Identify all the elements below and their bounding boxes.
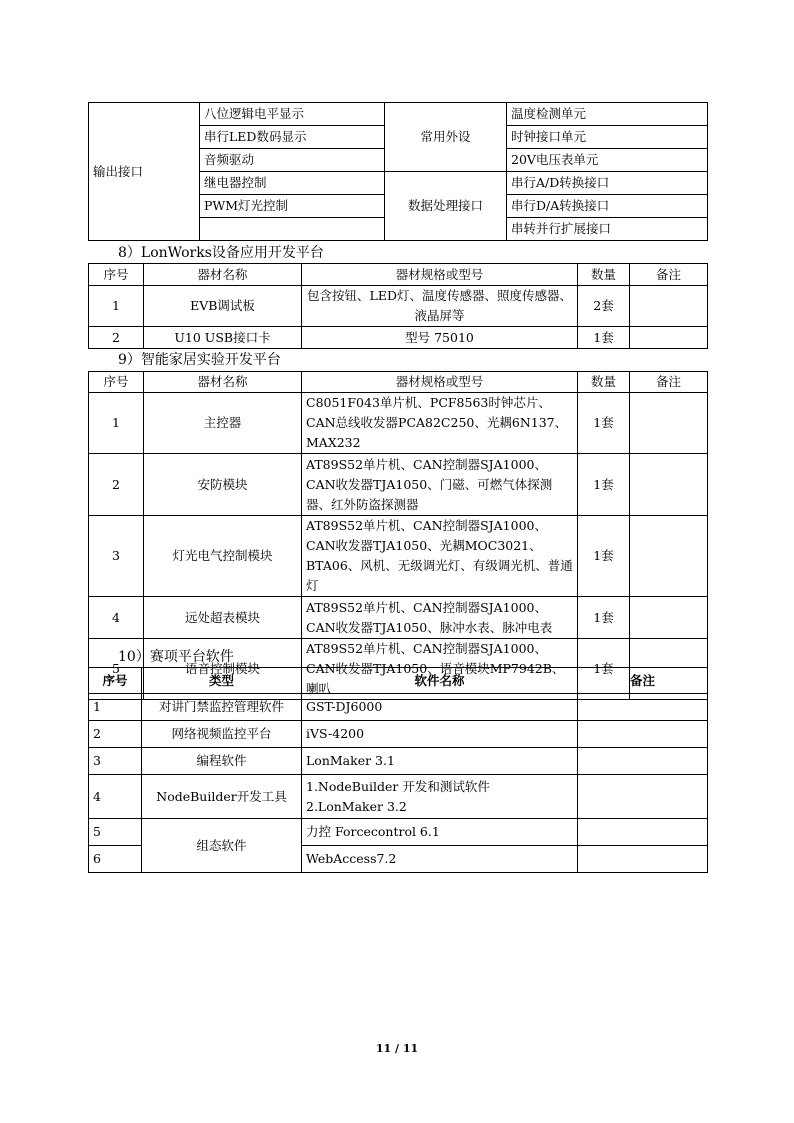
page-number: 11 / 11 xyxy=(375,1042,419,1055)
row-number: 6 xyxy=(89,846,142,873)
software-type: 编程软件 xyxy=(142,748,302,775)
row-number: 5 xyxy=(89,639,144,700)
table-row xyxy=(89,327,708,349)
equipment-name: 灯光电气控制模块 xyxy=(144,516,302,597)
row-number: 2 xyxy=(89,721,142,748)
equipment-spec: AT89S52单片机、CAN控制器SJA1000、CAN收发器TJA1050、门磁、可燃气体探测器、红外防盗探测器 xyxy=(302,454,578,516)
software-name: 力控 Forcecontrol 6.1 xyxy=(302,819,578,846)
lonworks-equipment-table xyxy=(88,263,708,349)
table-row xyxy=(89,819,708,846)
platform-software-table xyxy=(88,667,708,873)
row-number: 2 xyxy=(89,454,144,516)
row-number: 1 xyxy=(89,694,142,721)
header-cell: 器材名称 xyxy=(144,264,302,286)
header-cell: 序号 xyxy=(89,264,144,286)
software-note xyxy=(578,694,708,721)
software-name: WebAccess7.2 xyxy=(302,846,578,873)
software-type: 组态软件 xyxy=(142,819,302,873)
header-cell: 器材规格或型号 xyxy=(302,372,578,393)
software-type: 网络视频监控平台 xyxy=(142,721,302,748)
header-cell: 数量 xyxy=(578,264,630,286)
equipment-name: 语音控制模块 xyxy=(144,639,302,700)
software-type: NodeBuilder开发工具 xyxy=(142,775,302,819)
equipment-name: 远处超表模块 xyxy=(144,597,302,639)
unit-item: 串行D/A转换接口 xyxy=(507,195,708,218)
group-common-peripherals: 常用外设 xyxy=(385,103,507,172)
equipment-spec: 包含按钮、LED灯、温度传感器、照度传感器、液晶屏等 xyxy=(302,286,578,327)
software-note xyxy=(578,775,708,819)
software-name-line: 1.NodeBuilder 开发和测试软件 xyxy=(306,778,490,794)
unit-item: 串转并行扩展接口 xyxy=(507,218,708,241)
equipment-name: 安防模块 xyxy=(144,454,302,516)
software-name: LonMaker 3.1 xyxy=(302,748,578,775)
equipment-qty: 1套 xyxy=(578,327,630,349)
table-row xyxy=(89,286,708,327)
table-row xyxy=(89,454,708,516)
software-name-line: 2.LonMaker 3.2 xyxy=(306,798,407,814)
software-name: GST-DJ6000 xyxy=(302,694,578,721)
equipment-spec: 型号 75010 xyxy=(302,327,578,349)
section-9-heading: 9）智能家居实验开发平台 xyxy=(118,352,281,368)
output-interface-table xyxy=(88,102,708,241)
header-cell: 备注 xyxy=(630,264,708,286)
group-data-processing: 数据处理接口 xyxy=(385,172,507,241)
header-cell: 器材规格或型号 xyxy=(302,264,578,286)
unit-item: 温度检测单元 xyxy=(507,103,708,126)
unit-item: 20V电压表单元 xyxy=(507,149,708,172)
software-note xyxy=(578,721,708,748)
row-number: 3 xyxy=(89,516,144,597)
output-item xyxy=(200,218,385,241)
table-row xyxy=(89,721,708,748)
output-interface-label: 输出接口 xyxy=(89,103,200,241)
equipment-note xyxy=(630,516,708,597)
row-number: 3 xyxy=(89,748,142,775)
table-row xyxy=(89,748,708,775)
equipment-qty: 1套 xyxy=(578,454,630,516)
row-number: 4 xyxy=(89,597,144,639)
software-type: 对讲门禁监控管理软件 xyxy=(142,694,302,721)
output-item: 继电器控制 xyxy=(200,172,385,195)
section-10-heading: 10）赛项平台软件 xyxy=(118,649,234,665)
unit-item: 时钟接口单元 xyxy=(507,126,708,149)
equipment-name: EVB调试板 xyxy=(144,286,302,327)
software-note xyxy=(578,819,708,846)
equipment-qty: 2套 xyxy=(578,286,630,327)
row-number: 2 xyxy=(89,327,144,349)
row-number: 4 xyxy=(89,775,142,819)
equipment-spec: AT89S52单片机、CAN控制器SJA1000、CAN收发器TJA1050、脉冲水表、脉冲电表 xyxy=(302,597,578,639)
section-8-heading: 8）LonWorks设备应用开发平台 xyxy=(118,245,324,261)
equipment-note xyxy=(630,286,708,327)
table-row xyxy=(89,516,708,597)
output-item: 音频驱动 xyxy=(200,149,385,172)
equipment-name: U10 USB接口卡 xyxy=(144,327,302,349)
software-name: iVS-4200 xyxy=(302,721,578,748)
equipment-spec: C8051F043单片机、PCF8563时钟芯片、CAN总线收发器PCA82C250、光耦6N137、MAX232 xyxy=(302,393,578,454)
equipment-note xyxy=(630,597,708,639)
header-cell: 数量 xyxy=(578,372,630,393)
equipment-note xyxy=(630,393,708,454)
header-cell: 器材名称 xyxy=(144,372,302,393)
equipment-qty: 1套 xyxy=(578,393,630,454)
header-cell: 备注 xyxy=(630,372,708,393)
header-cell: 类型 xyxy=(142,668,302,694)
header-cell: 序号 xyxy=(89,668,142,694)
output-item: 串行LED数码显示 xyxy=(200,126,385,149)
header-cell: 备注 xyxy=(578,668,708,694)
row-number: 1 xyxy=(89,393,144,454)
equipment-spec: AT89S52单片机、CAN控制器SJA1000、CAN收发器TJA1050、语音模块MP7942B、喇叭 xyxy=(302,639,578,700)
header-cell: 软件名称 xyxy=(302,668,578,694)
row-number: 5 xyxy=(89,819,142,846)
software-name xyxy=(302,775,578,819)
equipment-name: 主控器 xyxy=(144,393,302,454)
table-row xyxy=(89,694,708,721)
software-note xyxy=(578,748,708,775)
equipment-qty: 1套 xyxy=(578,639,630,700)
header-cell: 序号 xyxy=(89,372,144,393)
software-note xyxy=(578,846,708,873)
equipment-note xyxy=(630,454,708,516)
equipment-qty: 1套 xyxy=(578,597,630,639)
unit-item: 串行A/D转换接口 xyxy=(507,172,708,195)
table-row xyxy=(89,775,708,819)
table-row xyxy=(89,393,708,454)
equipment-qty: 1套 xyxy=(578,516,630,597)
output-item: PWM灯光控制 xyxy=(200,195,385,218)
output-item: 八位逻辑电平显示 xyxy=(200,103,385,126)
equipment-note xyxy=(630,327,708,349)
row-number: 1 xyxy=(89,286,144,327)
table-row xyxy=(89,597,708,639)
equipment-spec: AT89S52单片机、CAN控制器SJA1000、CAN收发器TJA1050、光耦MOC3021、BTA06、风机、无级调光灯、有级调光机、普通灯 xyxy=(302,516,578,597)
